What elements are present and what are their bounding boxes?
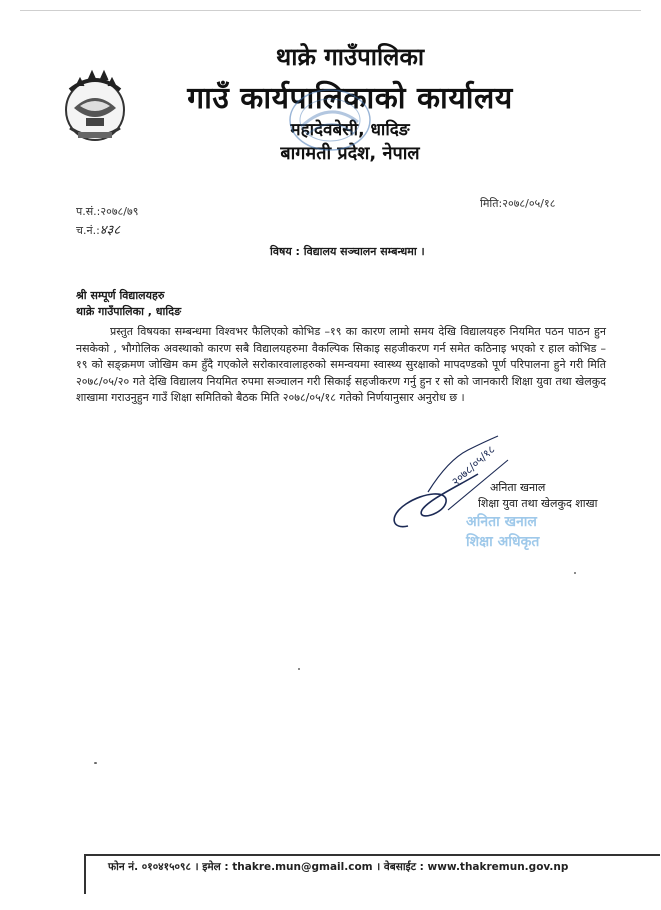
blue-name-seal: अनिता खनाल शिक्षा अधिकृत [466,514,540,550]
letter-date: मिति:२०७८/०५/१८ [480,197,556,210]
scan-speck [574,572,576,574]
nepal-emblem-logo [62,68,128,144]
handwritten-date: २०७८/०५/१८ [449,442,498,489]
reference-cn: च.नं.:४३८ [76,223,121,238]
recipient-line-1: श्री सम्पूर्ण विद्यालयहरु [76,289,165,302]
letter-body: प्रस्तुत विषयका सम्बन्धमा विश्वभर फैलिएको कोभिड –१९ का कारण लामो समय देखि विद्यालयहरु नियमित पठन पाठन हुन नसकेको , भौगोलिक अवस्थाको कारण सबै विद्यालयहरुमा वैकल्पिक सिकाइ सहजीकरण गर्न समेत कठिनाइ भएको र हाल कोभिड –१९ को सङ्क्रमण जोखिम कम हुँदै गएकोले सरोकारवालाहरुको समन्वयमा स्वास्थ्य सुरक्षाको मापदण्डको पूर्ण परिपालना हुने गरी मिति २०७८/०५/२० गते देखि विद्यालय नियमित रुपमा सञ्चालन गरी सिकाई सहजीकरण गर्नु हुन र सो को जानकारी शिक्षा युवा तथा खेलकुद शाखामा गराउनुहुन गाउँ शिक्षा समितिको बैठक मिति २०७८/०५/१८ गतेको निर्णयानुसार अनुरोध छ । [76,325,606,404]
signatory-name: अनिता खनाल [490,481,546,494]
signatory-section: शिक्षा युवा तथा खेलकुद शाखा [478,497,598,510]
office-name: गाउँ कार्यपालिकाको कार्यालय [187,81,513,116]
scan-speck [94,762,97,764]
scan-speck [298,668,300,670]
top-edge-line [20,10,641,11]
recipient-line-2: थाक्रे गाउँपालिका , धादिङ [76,305,182,318]
office-stamp [282,80,378,160]
province-country: बागमती प्रदेश, नेपाल [280,143,420,164]
footer-rule [84,854,660,856]
office-location: महादेवबेसी, धादिङ [290,120,410,140]
footer-contact: फोन नं. ०१०४१५०९८ । इमेल : thakre.mun@gmail.com । वेबसाईट : www.thakremun.gov.np [108,861,569,873]
reference-ps: प.सं.:२०७८/७९ [76,205,139,218]
municipality-name: थाक्रे गाउँपालिका [275,43,425,71]
footer-rule-vertical [84,854,86,894]
letter-subject: विषय : विद्यालय सञ्चालन सम्बन्धमा । [270,245,425,258]
